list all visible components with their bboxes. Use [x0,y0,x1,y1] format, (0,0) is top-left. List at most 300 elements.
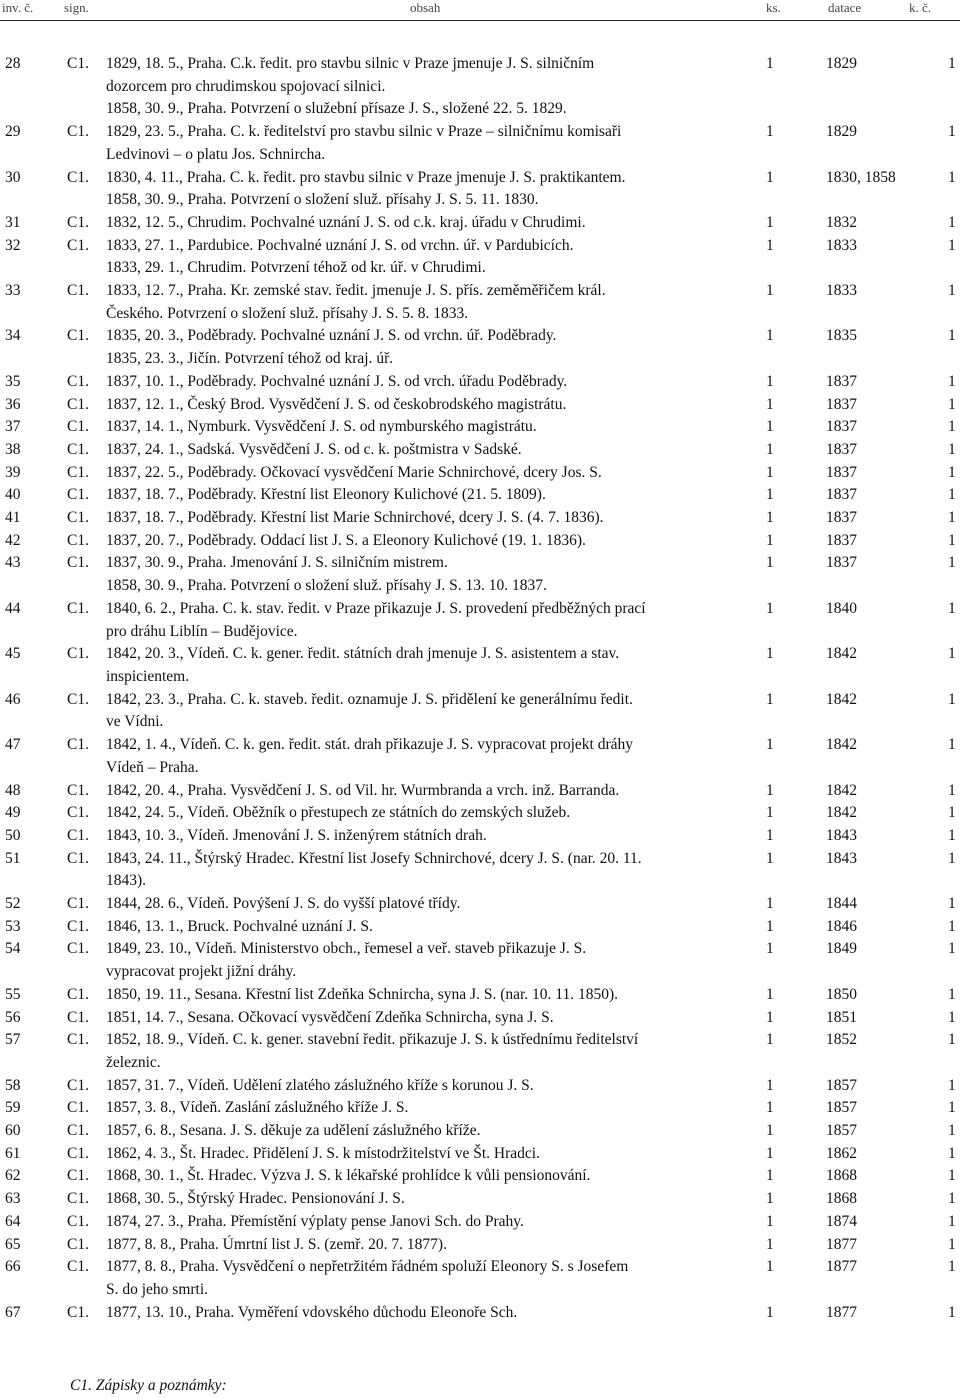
table-row [0,212,960,235]
record-content [106,643,752,688]
piece-count: 1 [766,1008,774,1026]
dating: 1851 [826,1008,857,1026]
piece-count: 1 [766,599,774,617]
signature: C1. [67,940,89,958]
signature: C1. [67,1258,89,1276]
box-number: 1 [948,554,956,572]
signature: C1. [67,418,89,436]
signature: C1. [67,1076,89,1094]
header-obsah: obsah [410,0,441,15]
dating: 1877 [826,1303,857,1321]
signature: C1. [67,123,89,141]
inventory-number: 40 [5,486,21,504]
content-line: 1833, 29. 1., Chrudim. Potvrzení téhož od kr. úř. v Chrudimi. [106,259,486,277]
record-content [106,802,752,825]
content-line: 1846, 13. 1., Bruck. Pochvalné uznání J. S. [106,917,373,935]
table-row [0,1211,960,1234]
box-number: 1 [948,509,956,527]
inventory-number: 47 [5,736,21,754]
dating: 1837 [826,440,857,458]
inventory-number: 29 [5,123,21,141]
content-line: inspicientem. [106,667,190,685]
box-number: 1 [948,690,956,708]
record-content [106,893,752,916]
table-row [0,825,960,848]
record-content [106,1234,752,1257]
dating: 1835 [826,327,857,345]
piece-count: 1 [766,781,774,799]
content-line: 1835, 23. 3., Jičín. Potvrzení téhož od kraj. úř. [106,350,394,368]
content-line: 1877, 13. 10., Praha. Vyměření vdovského důchodu Eleonoře Sch. [106,1303,518,1321]
signature: C1. [67,554,89,572]
dating: 1840 [826,599,857,617]
box-number: 1 [948,1167,956,1185]
piece-count: 1 [766,463,774,481]
signature: C1. [67,781,89,799]
dating: 1868 [826,1190,857,1208]
table-row [0,1007,960,1030]
dating: 1849 [826,940,857,958]
content-line: pro dráhu Liblín – Budějovice. [106,622,298,640]
table-header [0,0,960,16]
box-number: 1 [948,917,956,935]
inventory-number: 67 [5,1303,21,1321]
record-content [106,1097,752,1120]
piece-count: 1 [766,826,774,844]
piece-count: 1 [766,690,774,708]
content-line: dozorcem pro chrudimskou spojovací silnici. [106,77,386,95]
box-number: 1 [948,372,956,390]
dating: 1857 [826,1122,857,1140]
content-line: 1840, 6. 2., Praha. C. k. stav. ředit. v Praze přikazuje J. S. provedení předběžných prací [106,599,646,617]
box-number: 1 [948,327,956,345]
inventory-number: 35 [5,372,21,390]
dating: 1829 [826,55,857,72]
table-row [0,689,960,734]
content-line: 1857, 6. 8., Sesana. J. S. děkuje za udělení záslužného kříže. [106,1122,481,1140]
dating: 1842 [826,804,857,822]
piece-count: 1 [766,1099,774,1117]
dating: 1837 [826,418,857,436]
table-row [0,984,960,1007]
header-kc: k. č. [909,0,932,15]
table-row [0,325,960,370]
table-row [0,1165,960,1188]
table-row [0,416,960,439]
record-content [106,235,752,280]
content-line: vypracovat projekt jižní dráhy. [106,963,297,981]
content-line: 1877, 8. 8., Praha. Vysvědčení o nepřetržitém řádném spoluží Eleonory S. s Josefem [106,1258,629,1276]
record-content [106,394,752,417]
content-line: Ledvinovi – o platu Jos. Schnircha. [106,145,326,163]
piece-count: 1 [766,985,774,1003]
content-line: 1877, 8. 8., Praha. Úmrtní list J. S. (zemř. 20. 7. 1877). [106,1235,447,1253]
table-row [0,802,960,825]
signature: C1. [67,895,89,913]
table-row [0,1029,960,1074]
content-line: 1837, 14. 1., Nymburk. Vysvědčení J. S. od nymburského magistrátu. [106,418,537,436]
box-number: 1 [948,123,956,141]
box-number: 1 [948,440,956,458]
inventory-number: 50 [5,826,21,844]
signature: C1. [67,327,89,345]
record-content [106,167,752,212]
inventory-number: 30 [5,168,21,186]
signature: C1. [67,1122,89,1140]
box-number: 1 [948,395,956,413]
content-line: 1858, 30. 9., Praha. Potvrzení o složení služ. přísahy J. S. 13. 10. 1837. [106,577,547,595]
inventory-number: 39 [5,463,21,481]
signature: C1. [67,213,89,231]
piece-count: 1 [766,531,774,549]
inventory-number: 52 [5,895,21,913]
signature: C1. [67,372,89,390]
record-content [106,1256,752,1301]
signature: C1. [67,645,89,663]
box-number: 1 [948,168,956,186]
signature: C1. [67,282,89,300]
record-content [106,280,752,325]
record-content [106,848,752,893]
dating: 1833 [826,236,857,254]
inventory-number: 34 [5,327,21,345]
content-line: 1858, 30. 9., Praha. Potvrzení o složení služ. přísahy J. S. 5. 11. 1830. [106,191,539,209]
header-divider [0,20,960,21]
inventory-number: 36 [5,395,21,413]
box-number: 1 [948,1212,956,1230]
record-content [106,212,752,235]
table-row [0,280,960,325]
table-row [0,1256,960,1301]
dating: 1829 [826,123,857,141]
inventory-number: 65 [5,1235,21,1253]
piece-count: 1 [766,123,774,141]
record-content [106,984,752,1007]
signature: C1. [67,1008,89,1026]
signature: C1. [67,531,89,549]
dating: 1843 [826,826,857,844]
content-line: 1837, 18. 7., Poděbrady. Křestní list Marie Schnirchové, dcery J. S. (4. 7. 1836). [106,509,604,527]
box-number: 1 [948,1122,956,1140]
inventory-number: 38 [5,440,21,458]
piece-count: 1 [766,509,774,527]
header-inv: inv. č. [2,0,34,15]
signature: C1. [67,1303,89,1321]
piece-count: 1 [766,55,774,72]
piece-count: 1 [766,1235,774,1253]
piece-count: 1 [766,1167,774,1185]
signature: C1. [67,509,89,527]
content-line: 1857, 3. 8., Vídeň. Zaslání záslužného kříže J. S. [106,1099,409,1117]
content-line: 1843, 24. 11., Štýrský Hradec. Křestní list Josefy Schnirchové, dcery J. S. (nar. 20. 11. [106,849,642,867]
inventory-number: 37 [5,418,21,436]
piece-count: 1 [766,1076,774,1094]
record-content [106,1075,752,1098]
dating: 1837 [826,486,857,504]
header-datace: datace [828,0,862,15]
content-line: 1837, 20. 7., Poděbrady. Oddací list J. S. a Eleonory Kulichové (19. 1. 1836). [106,531,586,549]
record-content [106,1120,752,1143]
piece-count: 1 [766,327,774,345]
content-line: 1843). [106,872,147,890]
table-row [0,439,960,462]
record-content [106,325,752,370]
dating: 1832 [826,213,857,231]
inventory-number: 32 [5,236,21,254]
inventory-number: 64 [5,1212,21,1230]
box-number: 1 [948,736,956,754]
signature: C1. [67,736,89,754]
inventory-number: 31 [5,213,21,231]
box-number: 1 [948,826,956,844]
dating: 1837 [826,509,857,527]
record-content [106,484,752,507]
piece-count: 1 [766,1212,774,1230]
dating: 1830, 1858 [826,168,896,186]
dating: 1837 [826,395,857,413]
content-line: 1837, 10. 1., Poděbrady. Pochvalné uznání J. S. od vrch. úřadu Poděbrady. [106,372,568,390]
signature: C1. [67,236,89,254]
dating: 1852 [826,1031,857,1049]
content-line: 1832, 12. 5., Chrudim. Pochvalné uznání J. S. od c.k. kraj. úřadu v Chrudimi. [106,213,586,231]
box-number: 1 [948,531,956,549]
inventory-number: 61 [5,1144,21,1162]
inventory-number: 66 [5,1258,21,1276]
piece-count: 1 [766,168,774,186]
table-row [0,1302,960,1325]
signature: C1. [67,599,89,617]
table-row [0,394,960,417]
piece-count: 1 [766,1258,774,1276]
piece-count: 1 [766,372,774,390]
box-number: 1 [948,849,956,867]
table-row [0,167,960,212]
piece-count: 1 [766,1303,774,1321]
box-number: 1 [948,418,956,436]
table-row [0,484,960,507]
inventory-number: 33 [5,282,21,300]
inventory-number: 54 [5,940,21,958]
content-line: 1833, 12. 7., Praha. Kr. zemské stav. ředit. jmenuje J. S. přís. zeměměřičem král. [106,282,606,300]
record-content [106,1143,752,1166]
signature: C1. [67,486,89,504]
box-number: 1 [948,895,956,913]
header-ks: ks. [766,0,781,15]
dating: 1877 [826,1258,857,1276]
signature: C1. [67,826,89,844]
inventory-number: 60 [5,1122,21,1140]
content-line: 1829, 23. 5., Praha. C. k. ředitelství pro stavbu silnic v Praze – silničnímu komisaři [106,123,622,141]
record-content [106,1165,752,1188]
record-content [106,371,752,394]
content-line: 1842, 20. 3., Vídeň. C. k. gener. ředit. státních drah jmenuje J. S. asistentem a stav. [106,645,620,663]
content-line: 1837, 18. 7., Poděbrady. Křestní list Eleonory Kulichové (21. 5. 1809). [106,486,546,504]
content-line: Českého. Potvrzení o složení služ. přísahy J. S. 5. 8. 1833. [106,304,469,322]
dating: 1837 [826,531,857,549]
dating: 1877 [826,1235,857,1253]
signature: C1. [67,55,89,72]
content-line: 1837, 24. 1., Sadská. Vysvědčení J. S. od c. k. poštmistra v Sadské. [106,440,522,458]
content-line: 1852, 18. 9., Vídeň. C. k. gener. stavební ředit. přikazuje J. S. k ústřednímu ředitelství [106,1031,639,1049]
record-content [106,1211,752,1234]
signature: C1. [67,804,89,822]
content-line: 1868, 30. 1., Št. Hradec. Výzva J. S. k lékařské prohlídce k vůli pensionování. [106,1167,591,1185]
record-content [106,53,752,121]
box-number: 1 [948,1031,956,1049]
box-number: 1 [948,1144,956,1162]
content-line: 1842, 1. 4., Vídeň. C. k. gen. ředit. stát. drah přikazuje J. S. vypracovat projekt dráhy [106,736,634,754]
signature: C1. [67,1144,89,1162]
content-line: 1835, 20. 3., Poděbrady. Pochvalné uznání J. S. od vrchn. úř. Poděbrady. [106,327,557,345]
piece-count: 1 [766,418,774,436]
inventory-number: 58 [5,1076,21,1094]
piece-count: 1 [766,804,774,822]
dating: 1837 [826,372,857,390]
dating: 1857 [826,1076,857,1094]
box-number: 1 [948,781,956,799]
record-content [106,121,752,166]
signature: C1. [67,1031,89,1049]
signature: C1. [67,1167,89,1185]
signature: C1. [67,1235,89,1253]
dating: 1837 [826,463,857,481]
box-number: 1 [948,1258,956,1276]
inventory-number: 45 [5,645,21,663]
signature: C1. [67,1190,89,1208]
content-line: 1874, 27. 3., Praha. Přemístění výplaty pense Janovi Sch. do Prahy. [106,1212,524,1230]
dating: 1862 [826,1144,857,1162]
header-sign: sign. [64,0,89,15]
piece-count: 1 [766,940,774,958]
box-number: 1 [948,645,956,663]
table-row [0,462,960,485]
box-number: 1 [948,804,956,822]
table-row [0,1234,960,1257]
dating: 1842 [826,645,857,663]
record-content [106,1007,752,1030]
signature: C1. [67,395,89,413]
table-row [0,1188,960,1211]
record-content [106,916,752,939]
dating: 1857 [826,1099,857,1117]
piece-count: 1 [766,1031,774,1049]
content-line: 1844, 28. 6., Vídeň. Povýšení J. S. do vyšší platové třídy. [106,895,461,913]
piece-count: 1 [766,1144,774,1162]
inventory-number: 57 [5,1031,21,1049]
dating: 1843 [826,849,857,867]
record-content [106,598,752,643]
content-line: železnic. [106,1053,161,1071]
box-number: 1 [948,213,956,231]
table-row [0,1097,960,1120]
content-line: 1842, 20. 4., Praha. Vysvědčení J. S. od Vil. hr. Wurmbranda a vrch. inž. Barranda. [106,781,620,799]
record-content [106,780,752,803]
dating: 1850 [826,985,857,1003]
signature: C1. [67,440,89,458]
inventory-number: 41 [5,509,21,527]
table-row [0,1075,960,1098]
record-content [106,1029,752,1074]
box-number: 1 [948,236,956,254]
content-line: ve Vídni. [106,713,164,731]
box-number: 1 [948,1099,956,1117]
inventory-number: 53 [5,917,21,935]
content-line: 1833, 27. 1., Pardubice. Pochvalné uznání J. S. od vrchn. úř. v Pardubicích. [106,236,574,254]
piece-count: 1 [766,736,774,754]
record-content [106,552,752,597]
content-line: 1851, 14. 7., Sesana. Očkovací vysvědčení Zdeňka Schnircha, syna J. S. [106,1008,554,1026]
piece-count: 1 [766,213,774,231]
content-line: S. do jeho smrti. [106,1280,209,1298]
record-content [106,1188,752,1211]
dating: 1842 [826,690,857,708]
inventory-number: 44 [5,599,21,617]
record-list [0,53,960,1324]
inventory-number: 63 [5,1190,21,1208]
box-number: 1 [948,1303,956,1321]
piece-count: 1 [766,440,774,458]
signature: C1. [67,463,89,481]
box-number: 1 [948,55,956,72]
content-line: 1862, 4. 3., Št. Hradec. Přidělení J. S. k místodržitelství ve Št. Hradci. [106,1144,540,1162]
table-row [0,235,960,280]
piece-count: 1 [766,236,774,254]
inventory-number: 49 [5,804,21,822]
content-line: 1850, 19. 11., Sesana. Křestní list Zdeňka Schnircha, syna J. S. (nar. 10. 11. 1850). [106,985,618,1003]
table-row [0,121,960,166]
piece-count: 1 [766,917,774,935]
piece-count: 1 [766,1122,774,1140]
box-number: 1 [948,282,956,300]
box-number: 1 [948,463,956,481]
content-line: 1843, 10. 3., Vídeň. Jmenování J. S. inženýrem státních drah. [106,826,487,844]
record-content [106,507,752,530]
dating: 1842 [826,781,857,799]
inventory-number: 28 [5,55,21,72]
table-row [0,734,960,779]
inventory-number: 48 [5,781,21,799]
box-number: 1 [948,1076,956,1094]
dating: 1837 [826,554,857,572]
record-content [106,689,752,734]
record-content [106,416,752,439]
content-line: 1830, 4. 11., Praha. C. k. ředit. pro stavbu silnic v Praze jmenuje J. S. praktikantem. [106,168,626,186]
piece-count: 1 [766,395,774,413]
piece-count: 1 [766,895,774,913]
table-row [0,530,960,553]
table-row [0,53,960,121]
table-row [0,507,960,530]
signature: C1. [67,168,89,186]
content-line: 1857, 31. 7., Vídeň. Udělení zlatého záslužného kříže s korunou J. S. [106,1076,534,1094]
box-number: 1 [948,940,956,958]
box-number: 1 [948,1190,956,1208]
table-row [0,552,960,597]
inventory-number: 42 [5,531,21,549]
box-number: 1 [948,599,956,617]
table-row [0,780,960,803]
dating: 1844 [826,895,857,913]
content-line: 1868, 30. 5., Štýrský Hradec. Pensionování J. S. [106,1190,405,1208]
table-row [0,916,960,939]
dating: 1842 [826,736,857,754]
inventory-number: 55 [5,985,21,1003]
inventory-number: 56 [5,1008,21,1026]
signature: C1. [67,849,89,867]
table-row [0,1143,960,1166]
record-content [106,439,752,462]
record-content [106,530,752,553]
